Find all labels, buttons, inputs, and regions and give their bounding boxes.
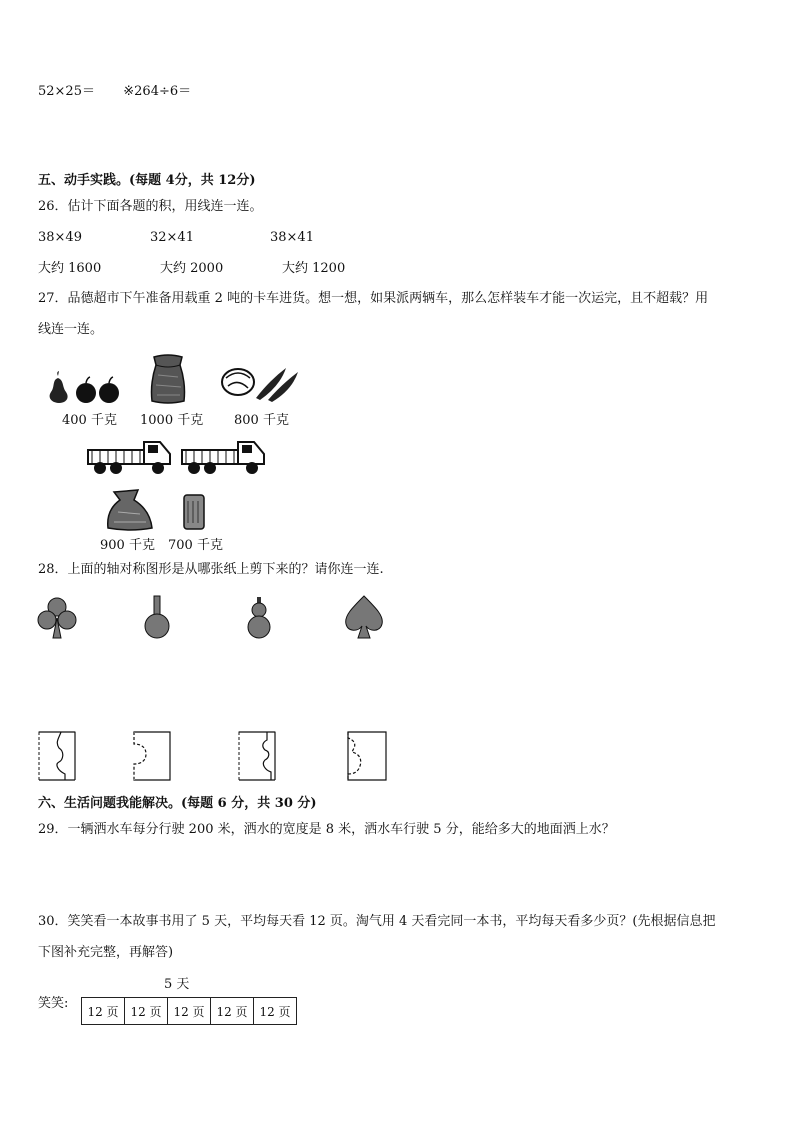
goods-label-800kg: 800 千克 — [234, 413, 289, 428]
folded-paper-3 — [237, 730, 277, 782]
days-label: 5 天 — [164, 977, 190, 992]
calc-line — [38, 83, 191, 101]
folded-paper-2 — [132, 730, 172, 782]
xiaoxiao-label: 笑笑: — [38, 996, 69, 1011]
q26-product-3: 38×41 — [270, 230, 314, 245]
segment-cell: 12 页 — [125, 998, 168, 1025]
q28-text: 28．上面的轴对称图形是从哪张纸上剪下来的？请你连一连. — [38, 562, 384, 577]
q29-text: 29．一辆洒水车每分行驶 200 米，洒水的宽度是 8 米，洒水车行驶 5 分，能给多大的地面洒上水？ — [38, 822, 615, 837]
goods-label-700kg: 700 千克 — [168, 538, 223, 553]
gourd-shape-icon — [244, 596, 274, 640]
q30-text-line-2: 下图补充完整，再解答) — [38, 945, 174, 960]
fruit-icon — [46, 370, 122, 404]
can-icon — [182, 493, 206, 531]
segment-cell: 12 页 — [82, 998, 125, 1025]
q26-estimate-2: 大约 2000 — [160, 261, 224, 276]
calc-expr-2: ※264÷6＝ — [123, 84, 192, 99]
section-6-heading: 六、生活问题我能解决。(每题 6 分，共 30 分) — [38, 796, 317, 811]
goods-label-900kg: 900 千克 — [100, 538, 155, 553]
club-shape-icon — [36, 596, 78, 640]
reading-segment-bar — [81, 997, 297, 1025]
segment-cell: 12 页 — [211, 998, 254, 1025]
goods-label-1000kg: 1000 千克 — [140, 413, 204, 428]
bottle-shape-icon — [142, 594, 172, 640]
truck-icon — [86, 436, 174, 476]
rice-bag-icon — [104, 488, 156, 532]
truck-icon — [180, 436, 268, 476]
q27-text-line-1: 27．品德超市下午准备用载重 2 吨的卡车进货。想一想，如果派两辆车，那么怎样装车才能一次运完，且不超载？用 — [38, 291, 709, 306]
vegetables-icon — [220, 362, 302, 402]
sack-icon — [148, 353, 188, 405]
section-5-heading: 五、动手实践。(每题 4分，共 12分) — [38, 173, 256, 188]
q27-text-line-2: 线连一连。 — [38, 322, 104, 337]
segment-cell: 12 页 — [168, 998, 211, 1025]
q26-product-2: 32×41 — [150, 230, 194, 245]
folded-paper-4 — [346, 730, 388, 782]
goods-label-400kg: 400 千克 — [62, 413, 117, 428]
calc-expr-1: 52×25＝ — [38, 84, 95, 99]
q26-estimate-1: 大约 1600 — [38, 261, 102, 276]
q26-text: 26．估计下面各题的积，用线连一连。 — [38, 199, 263, 214]
q26-estimate-3: 大约 1200 — [282, 261, 346, 276]
spade-shape-icon — [342, 594, 386, 640]
q26-product-1: 38×49 — [38, 230, 82, 245]
segment-cell: 12 页 — [254, 998, 297, 1025]
folded-paper-1 — [37, 730, 77, 782]
q30-text-line-1: 30．笑笑看一本故事书用了 5 天，平均每天看 12 页。淘气用 4 天看完同一本书，平均每天看多少页？(先根据信息把 — [38, 914, 716, 929]
